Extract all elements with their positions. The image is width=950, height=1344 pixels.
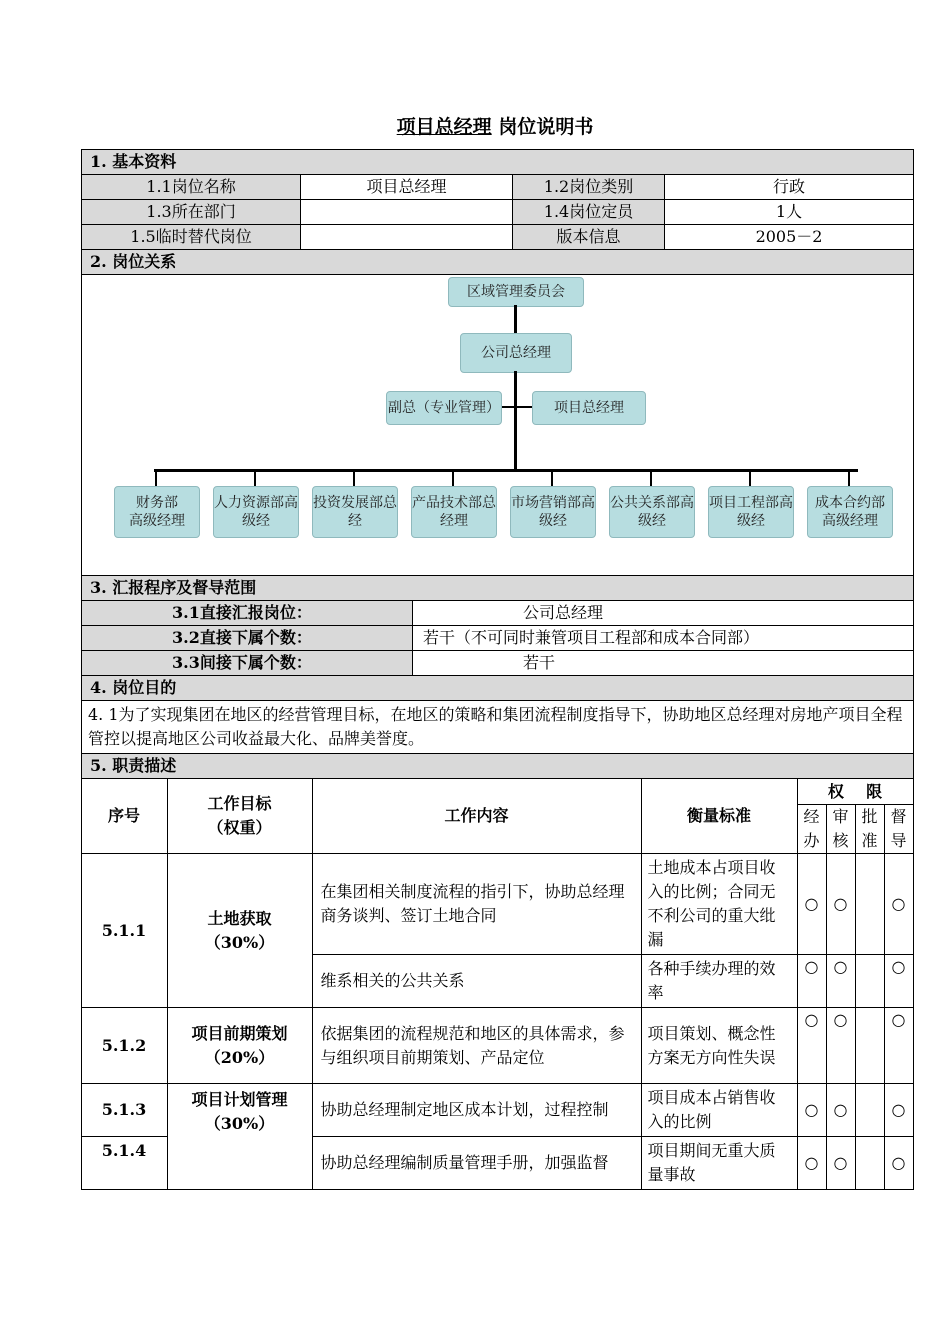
label-indirect-subordinates: 3.3间接下属个数： (82, 651, 413, 676)
duty-goal (167, 1008, 312, 1084)
duty-content: 协助总经理制定地区成本计划，过程控制 (312, 1084, 641, 1137)
mark-handle: ○ (797, 854, 826, 955)
duty-goal-name: 土地获取 (207, 908, 272, 928)
header-authority: 权 限 (797, 779, 913, 805)
org-box-department: 市场营销部高级经 (510, 486, 596, 538)
header-auth-supervise: 督 导 (884, 805, 913, 854)
duty-no: 5.1.2 (81, 1008, 167, 1084)
value-version: 2005－2 (665, 225, 914, 250)
title-rest: 岗位说明书 (498, 116, 594, 138)
duty-measure: 项目期间无重大质量事故 (641, 1137, 797, 1190)
mark-approve (855, 955, 884, 1008)
header-goal: 工作目标 （权重） (167, 779, 312, 854)
org-line (551, 470, 553, 486)
org-line (353, 470, 355, 486)
value-department (301, 200, 513, 225)
header-measure: 衡量标准 (641, 779, 797, 854)
org-box-department: 投资发展部总经 (312, 486, 398, 538)
org-box-committee: 区域管理委员会 (448, 277, 584, 307)
value-direct-report: 公司总经理 (413, 601, 914, 626)
duty-goal (167, 854, 312, 1008)
duty-content: 协助总经理编制质量管理手册，加强监督 (312, 1137, 641, 1190)
org-line (749, 470, 751, 486)
duty-no: 5.1.1 (81, 854, 167, 1008)
duty-content: 在集团相关制度流程的指引下，协助总经理商务谈判、签订土地合同 (312, 854, 641, 955)
title-main: 项目总经理 (396, 116, 492, 138)
mark-review: ○ (826, 1137, 855, 1190)
org-line (650, 470, 652, 486)
org-line (452, 470, 454, 486)
org-box-department: 成本合约部 高级经理 (807, 486, 893, 538)
mark-handle: ○ (797, 1084, 826, 1137)
mark-review: ○ (826, 955, 855, 1008)
duty-no: 5.1.3 (81, 1084, 167, 1137)
duty-measure: 项目成本占销售收入的比例 (641, 1084, 797, 1137)
header-auth-review: 审 核 (826, 805, 855, 854)
org-chart (82, 275, 914, 576)
label-version: 版本信息 (513, 225, 665, 250)
org-line (848, 470, 850, 486)
duties-table (81, 778, 914, 1190)
label-substitute: 1.5临时替代岗位 (82, 225, 301, 250)
purpose-text: 4. 1为了实现集团在地区的经营管理目标，在地区的策略和集团流程制度指导下，协助地区总经理对房地产项目全程管控以提高地区公司收益最大化、品牌美誉度。 (82, 701, 914, 754)
duty-goal (167, 1084, 312, 1190)
org-line (514, 371, 517, 471)
org-box-department: 项目工程部高级经 (708, 486, 794, 538)
org-box-ceo: 公司总经理 (460, 333, 572, 373)
mark-review: ○ (826, 1008, 855, 1084)
duty-goal-weight: （30%） (204, 1114, 275, 1133)
duty-measure: 项目策划、概念性方案无方向性失误 (641, 1008, 797, 1084)
org-box-department: 产品技术部总经理 (411, 486, 497, 538)
value-headcount: 1人 (665, 200, 914, 225)
section-report: 3. 汇报程序及督导范围 (82, 576, 914, 601)
org-line (154, 469, 858, 472)
duty-goal-name: 项目计划管理 (191, 1090, 288, 1109)
duty-measure: 各种手续办理的效率 (641, 955, 797, 1008)
label-post-name: 1.1岗位名称 (82, 175, 301, 200)
section-relations: 2. 岗位关系 (82, 250, 914, 275)
org-line (254, 470, 256, 486)
org-box-department: 财务部 高级经理 (114, 486, 200, 538)
org-line (514, 305, 517, 333)
value-direct-subordinates: 若干（不可同时兼管项目工程部和成本合同部） (413, 626, 914, 651)
label-direct-report: 3.1直接汇报岗位： (82, 601, 413, 626)
label-department: 1.3所在部门 (82, 200, 301, 225)
mark-approve (855, 1008, 884, 1084)
duty-no: 5.1.4 (81, 1137, 167, 1190)
mark-approve (855, 1137, 884, 1190)
value-post-type: 行政 (665, 175, 914, 200)
section-duties: 5. 职责描述 (82, 754, 914, 779)
org-box-deputy: 副总（专业管理） (386, 391, 502, 425)
header-content: 工作内容 (312, 779, 641, 854)
label-headcount: 1.4岗位定员 (513, 200, 665, 225)
duty-content: 依据集团的流程规范和地区的具体需求，参与组织项目前期策划、产品定位 (312, 1008, 641, 1084)
duty-goal-weight: （30%） (204, 932, 275, 952)
mark-review: ○ (826, 1084, 855, 1137)
mark-handle: ○ (797, 1008, 826, 1084)
mark-review: ○ (826, 854, 855, 955)
header-auth-handle: 经 办 (797, 805, 826, 854)
value-post-name: 项目总经理 (301, 175, 513, 200)
label-post-type: 1.2岗位类别 (513, 175, 665, 200)
org-box-department: 人力资源部高级经 (213, 486, 299, 538)
org-box-project-manager: 项目总经理 (532, 391, 646, 425)
mark-supervise: ○ (884, 854, 913, 955)
label-direct-subordinates: 3.2直接下属个数： (82, 626, 413, 651)
org-line (500, 406, 532, 408)
mark-handle: ○ (797, 955, 826, 1008)
value-indirect-subordinates: 若干 (413, 651, 914, 676)
job-description-table (81, 149, 914, 1190)
org-line (155, 470, 157, 486)
value-substitute (301, 225, 513, 250)
mark-supervise: ○ (884, 1008, 913, 1084)
mark-approve (855, 1084, 884, 1137)
mark-supervise: ○ (884, 955, 913, 1008)
section-basic: 1. 基本资料 (82, 150, 914, 175)
duty-content: 维系相关的公共关系 (312, 955, 641, 1008)
header-auth-approve: 批 准 (855, 805, 884, 854)
section-purpose: 4. 岗位目的 (82, 676, 914, 701)
mark-supervise: ○ (884, 1084, 913, 1137)
org-box-department: 公共关系部高级经 (609, 486, 695, 538)
page-title (0, 112, 950, 139)
mark-handle: ○ (797, 1137, 826, 1190)
duty-measure: 土地成本占项目收入的比例；合同无不利公司的重大纰漏 (641, 854, 797, 955)
duty-goal-weight: （20%） (204, 1047, 275, 1067)
mark-approve (855, 854, 884, 955)
header-no: 序号 (81, 779, 167, 854)
duty-goal-name: 项目前期策划 (191, 1023, 288, 1043)
mark-supervise: ○ (884, 1137, 913, 1190)
